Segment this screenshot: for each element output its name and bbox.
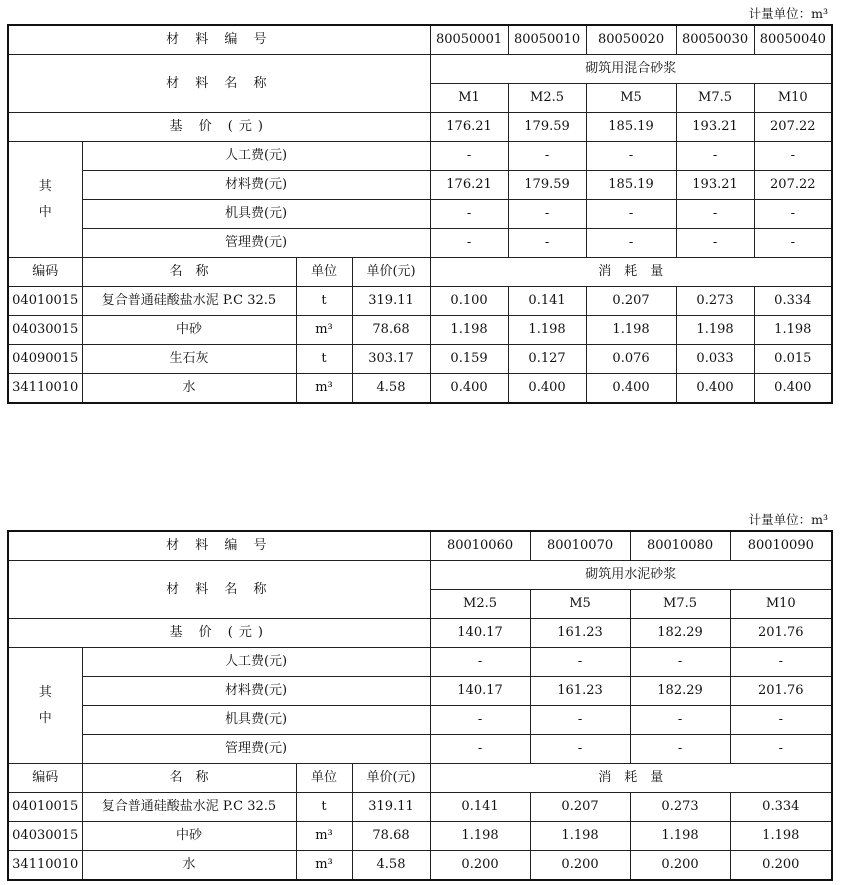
- management-label: 管理费(元): [82, 229, 430, 258]
- management-label: 管理费(元): [82, 735, 430, 764]
- material-name-label: 材 料 名 称: [8, 561, 430, 619]
- item-code: 04030015: [8, 822, 82, 851]
- item-qty: 0.200: [630, 851, 730, 881]
- items-header-row: [8, 764, 832, 793]
- management-cost: -: [586, 229, 676, 258]
- unit-note-1: 计量单位：m³: [748, 6, 828, 21]
- item-unit: m³: [296, 822, 352, 851]
- item-qty: 1.198: [430, 822, 530, 851]
- grade: M2.5: [508, 84, 586, 113]
- management-row: [8, 229, 832, 258]
- unit-header: 单位: [296, 764, 352, 793]
- item-qty: 1.198: [630, 822, 730, 851]
- materials-cost: 176.21: [430, 171, 508, 200]
- material-name-label: 材 料 名 称: [8, 55, 430, 113]
- item-qty: 0.200: [730, 851, 832, 881]
- item-code: 34110010: [8, 851, 82, 881]
- item-price: 319.11: [352, 287, 430, 316]
- item-code: 04030015: [8, 316, 82, 345]
- materials-cost: 179.59: [508, 171, 586, 200]
- base-price: 207.22: [754, 113, 832, 142]
- base-price-row: [8, 113, 832, 142]
- material-name-row: [8, 55, 832, 84]
- table-row: [8, 287, 832, 316]
- item-unit: t: [296, 287, 352, 316]
- machinery-cost: -: [676, 200, 754, 229]
- table-row: [8, 316, 832, 345]
- grade: M1: [430, 84, 508, 113]
- materials-cost: 140.17: [430, 677, 530, 706]
- item-qty: 0.334: [730, 793, 832, 822]
- labor-row: [8, 142, 832, 171]
- material-code: 80010090: [730, 531, 832, 561]
- material-code: 80010070: [530, 531, 630, 561]
- item-qty: 0.159: [430, 345, 508, 374]
- material-code: 80010080: [630, 531, 730, 561]
- item-price: 303.17: [352, 345, 430, 374]
- labor-cost: -: [430, 142, 508, 171]
- machinery-cost: -: [508, 200, 586, 229]
- material-code-label: 材 料 编 号: [8, 531, 430, 561]
- item-price: 4.58: [352, 374, 430, 404]
- material-code-label: 材 料 编 号: [8, 25, 430, 55]
- mortar-name: 砌筑用混合砂浆: [430, 55, 832, 84]
- machinery-label: 机具费(元): [82, 200, 430, 229]
- item-unit: t: [296, 345, 352, 374]
- management-cost: -: [430, 229, 508, 258]
- labor-cost: -: [754, 142, 832, 171]
- item-unit: t: [296, 793, 352, 822]
- item-qty: 1.198: [430, 316, 508, 345]
- materials-cost: 185.19: [586, 171, 676, 200]
- unit-note-2: 计量单位：m³: [748, 512, 828, 527]
- item-unit: m³: [296, 374, 352, 404]
- machinery-cost: -: [754, 200, 832, 229]
- grade: M5: [530, 590, 630, 619]
- item-name: 中砂: [82, 316, 296, 345]
- unit-price-header: 单价(元): [352, 258, 430, 287]
- machinery-cost: -: [630, 706, 730, 735]
- item-qty: 0.400: [676, 374, 754, 404]
- item-qty: 1.198: [530, 822, 630, 851]
- table-row: [8, 345, 832, 374]
- table-row: [8, 851, 832, 881]
- item-code: 34110010: [8, 374, 82, 404]
- item-qty: 0.033: [676, 345, 754, 374]
- base-price: 182.29: [630, 619, 730, 648]
- materials-cost: 193.21: [676, 171, 754, 200]
- item-qty: 0.100: [430, 287, 508, 316]
- material-code-row: [8, 531, 832, 561]
- base-price: 140.17: [430, 619, 530, 648]
- item-name: 生石灰: [82, 345, 296, 374]
- of-which-char-1: 其: [38, 684, 52, 700]
- table-row: [8, 374, 832, 404]
- material-code: 80050030: [676, 25, 754, 55]
- code-header: 编码: [8, 258, 82, 287]
- item-qty: 1.198: [586, 316, 676, 345]
- machinery-cost: -: [430, 706, 530, 735]
- item-qty: 0.207: [530, 793, 630, 822]
- materials-label: 材料费(元): [82, 171, 430, 200]
- labor-cost: -: [730, 648, 832, 677]
- machinery-cost: -: [430, 200, 508, 229]
- labor-cost: -: [530, 648, 630, 677]
- item-qty: 0.076: [586, 345, 676, 374]
- of-which-label: [8, 648, 82, 764]
- item-name: 复合普通硅酸盐水泥 P.C 32.5: [82, 793, 296, 822]
- base-price-label: 基 价 (元): [8, 619, 430, 648]
- grade: M2.5: [430, 590, 530, 619]
- norm-table-1: [7, 24, 833, 404]
- item-name: 水: [82, 374, 296, 404]
- management-cost: -: [676, 229, 754, 258]
- grade: M10: [754, 84, 832, 113]
- item-qty: 0.207: [586, 287, 676, 316]
- base-price: 179.59: [508, 113, 586, 142]
- material-code: 80050001: [430, 25, 508, 55]
- item-name: 中砂: [82, 822, 296, 851]
- item-qty: 1.198: [730, 822, 832, 851]
- labor-cost: -: [586, 142, 676, 171]
- item-name: 复合普通硅酸盐水泥 P.C 32.5: [82, 287, 296, 316]
- item-qty: 0.273: [676, 287, 754, 316]
- labor-label: 人工费(元): [82, 142, 430, 171]
- management-cost: -: [508, 229, 586, 258]
- item-unit: m³: [296, 316, 352, 345]
- material-code: 80050020: [586, 25, 676, 55]
- item-qty: 0.400: [754, 374, 832, 404]
- grade: M7.5: [676, 84, 754, 113]
- item-qty: 0.400: [586, 374, 676, 404]
- grade: M7.5: [630, 590, 730, 619]
- item-qty: 0.334: [754, 287, 832, 316]
- unit-price-header: 单价(元): [352, 764, 430, 793]
- item-name: 水: [82, 851, 296, 881]
- labor-label: 人工费(元): [82, 648, 430, 677]
- materials-cost: 161.23: [530, 677, 630, 706]
- labor-row: [8, 648, 832, 677]
- mortar-name: 砌筑用水泥砂浆: [430, 561, 832, 590]
- table-row: [8, 793, 832, 822]
- labor-cost: -: [430, 648, 530, 677]
- item-qty: 1.198: [676, 316, 754, 345]
- machinery-cost: -: [730, 706, 832, 735]
- machinery-cost: -: [586, 200, 676, 229]
- material-code: 80050010: [508, 25, 586, 55]
- of-which-char-2: 中: [38, 204, 52, 220]
- machinery-row: [8, 200, 832, 229]
- item-unit: m³: [296, 851, 352, 881]
- item-qty: 0.141: [430, 793, 530, 822]
- item-code: 04090015: [8, 345, 82, 374]
- norm-table-2: [7, 530, 833, 881]
- item-qty: 0.200: [430, 851, 530, 881]
- management-cost: -: [530, 735, 630, 764]
- labor-cost: -: [630, 648, 730, 677]
- item-qty: 0.273: [630, 793, 730, 822]
- item-qty: 0.400: [508, 374, 586, 404]
- materials-cost: 201.76: [730, 677, 832, 706]
- items-header-row: [8, 258, 832, 287]
- base-price: 161.23: [530, 619, 630, 648]
- item-price: 78.68: [352, 822, 430, 851]
- of-which-char-1: 其: [38, 178, 52, 194]
- material-code: 80050040: [754, 25, 832, 55]
- consumption-header: 消 耗 量: [430, 258, 832, 287]
- item-qty: 0.400: [430, 374, 508, 404]
- base-price-row: [8, 619, 832, 648]
- materials-row: [8, 171, 832, 200]
- machinery-cost: -: [530, 706, 630, 735]
- base-price-label: 基 价 (元): [8, 113, 430, 142]
- of-which-label: [8, 142, 82, 258]
- code-header: 编码: [8, 764, 82, 793]
- labor-cost: -: [676, 142, 754, 171]
- item-price: 78.68: [352, 316, 430, 345]
- consumption-header: 消 耗 量: [430, 764, 832, 793]
- management-cost: -: [754, 229, 832, 258]
- item-qty: 0.141: [508, 287, 586, 316]
- management-cost: -: [630, 735, 730, 764]
- management-row: [8, 735, 832, 764]
- machinery-row: [8, 706, 832, 735]
- name-header: 名 称: [82, 764, 296, 793]
- base-price: 201.76: [730, 619, 832, 648]
- base-price: 185.19: [586, 113, 676, 142]
- name-header: 名 称: [82, 258, 296, 287]
- item-qty: 0.200: [530, 851, 630, 881]
- materials-row: [8, 677, 832, 706]
- material-name-row: [8, 561, 832, 590]
- item-code: 04010015: [8, 793, 82, 822]
- base-price: 176.21: [430, 113, 508, 142]
- management-cost: -: [730, 735, 832, 764]
- base-price: 193.21: [676, 113, 754, 142]
- of-which-char-2: 中: [38, 710, 52, 726]
- grade: M10: [730, 590, 832, 619]
- item-price: 4.58: [352, 851, 430, 881]
- item-code: 04010015: [8, 287, 82, 316]
- item-qty: 0.127: [508, 345, 586, 374]
- materials-label: 材料费(元): [82, 677, 430, 706]
- item-qty: 0.015: [754, 345, 832, 374]
- material-code: 80010060: [430, 531, 530, 561]
- grade: M5: [586, 84, 676, 113]
- item-qty: 1.198: [754, 316, 832, 345]
- unit-header: 单位: [296, 258, 352, 287]
- material-code-row: [8, 25, 832, 55]
- item-price: 319.11: [352, 793, 430, 822]
- machinery-label: 机具费(元): [82, 706, 430, 735]
- materials-cost: 182.29: [630, 677, 730, 706]
- table-row: [8, 822, 832, 851]
- management-cost: -: [430, 735, 530, 764]
- item-qty: 1.198: [508, 316, 586, 345]
- labor-cost: -: [508, 142, 586, 171]
- materials-cost: 207.22: [754, 171, 832, 200]
